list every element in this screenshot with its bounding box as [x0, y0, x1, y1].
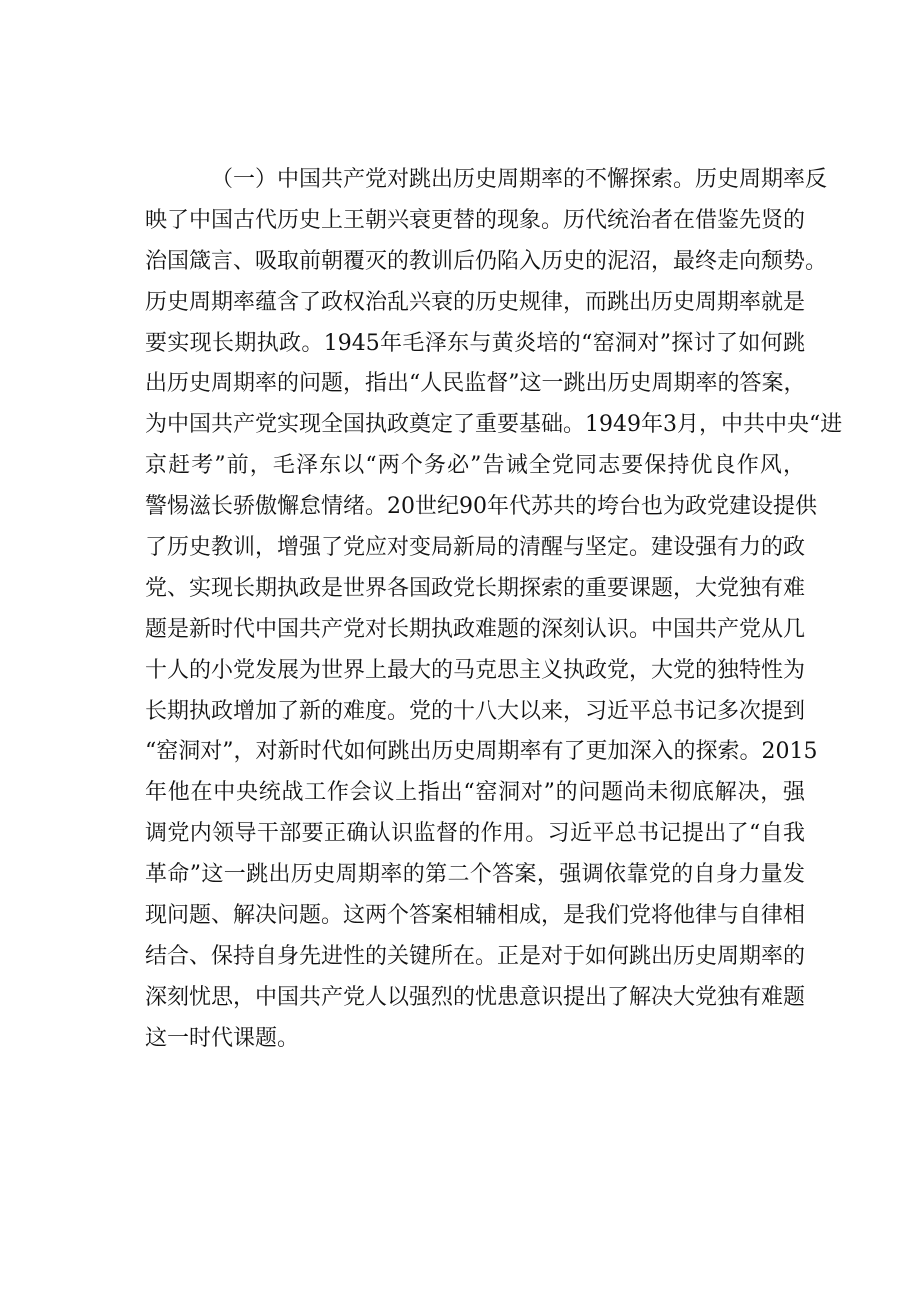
paragraph-line: （一）中国共产党对跳出历史周期率的不懈探索。历史周期率反 [211, 167, 828, 192]
paragraph-line: 警惕滋长骄傲懈怠情绪。20世纪90年代苏共的垮台也为政党建设提供 [145, 494, 817, 520]
paragraph-line: 出历史周期率的问题，指出“人民监督”这一跳出历史周期率的答案， [145, 371, 806, 397]
paragraph-line: 历史周期率蕴含了政权治乱兴衰的历史规律，而跳出历史周期率就是 [145, 289, 806, 315]
paragraph-line: “窑洞对”，对新时代如何跳出历史周期率有了更加深入的探索。2015 [145, 739, 818, 765]
paragraph-line: 年他在中央统战工作会议上指出“窑洞对”的问题尚未彻底解决，强 [145, 780, 805, 806]
paragraph [145, 160, 843, 1060]
paragraph-line: 映了中国古代历史上王朝兴衰更替的现象。历代统治者在借鉴先贤的 [145, 207, 806, 233]
paragraph-line: 长期执政增加了新的难度。党的十八大以来，习近平总书记多次提到 [145, 698, 806, 724]
paragraph-line: 现问题、解决问题。这两个答案相辅相成，是我们党将他律与自律相 [145, 903, 806, 929]
paragraph-line: 十人的小党发展为世界上最大的马克思主义执政党，大党的独特性为 [145, 657, 806, 683]
paragraph-line: 这一时代课题。 [145, 1025, 300, 1051]
paragraph-line: 为中国共产党实现全国执政奠定了重要基础。1949年3月，中共中央“进 [145, 412, 843, 438]
paragraph-line: 调党内领导干部要正确认识监督的作用。习近平总书记提出了“自我 [145, 821, 805, 847]
paragraph-line: 革命”这一跳出历史周期率的第二个答案，强调依靠党的自身力量发 [145, 862, 805, 888]
paragraph-line: 深刻忧思，中国共产党人以强烈的忧患意识提出了解决大党独有难题 [145, 984, 806, 1010]
paragraph-line: 京赶考”前，毛泽东以“两个务必”告诫全党同志要保持优良作风， [145, 453, 805, 479]
paragraph-line: 党、实现长期执政是世界各国政党长期探索的重要课题，大党独有难 [145, 575, 806, 601]
paragraph-line: 了历史教训，增强了党应对变局新局的清醒与坚定。建设强有力的政 [145, 535, 806, 561]
paragraph-line: 要实现长期执政。1945年毛泽东与黄炎培的“窑洞对”探讨了如何跳 [145, 330, 805, 356]
paragraph-line: 题是新时代中国共产党对长期执政难题的深刻认识。中国共产党从几 [145, 616, 806, 642]
paragraph-line: 结合、保持自身先进性的关键所在。正是对于如何跳出历史周期率的 [145, 943, 806, 969]
paragraph-line: 治国箴言、吸取前朝覆灭的教训后仍陷入历史的泥沼，最终走向颓势。 [145, 248, 828, 274]
